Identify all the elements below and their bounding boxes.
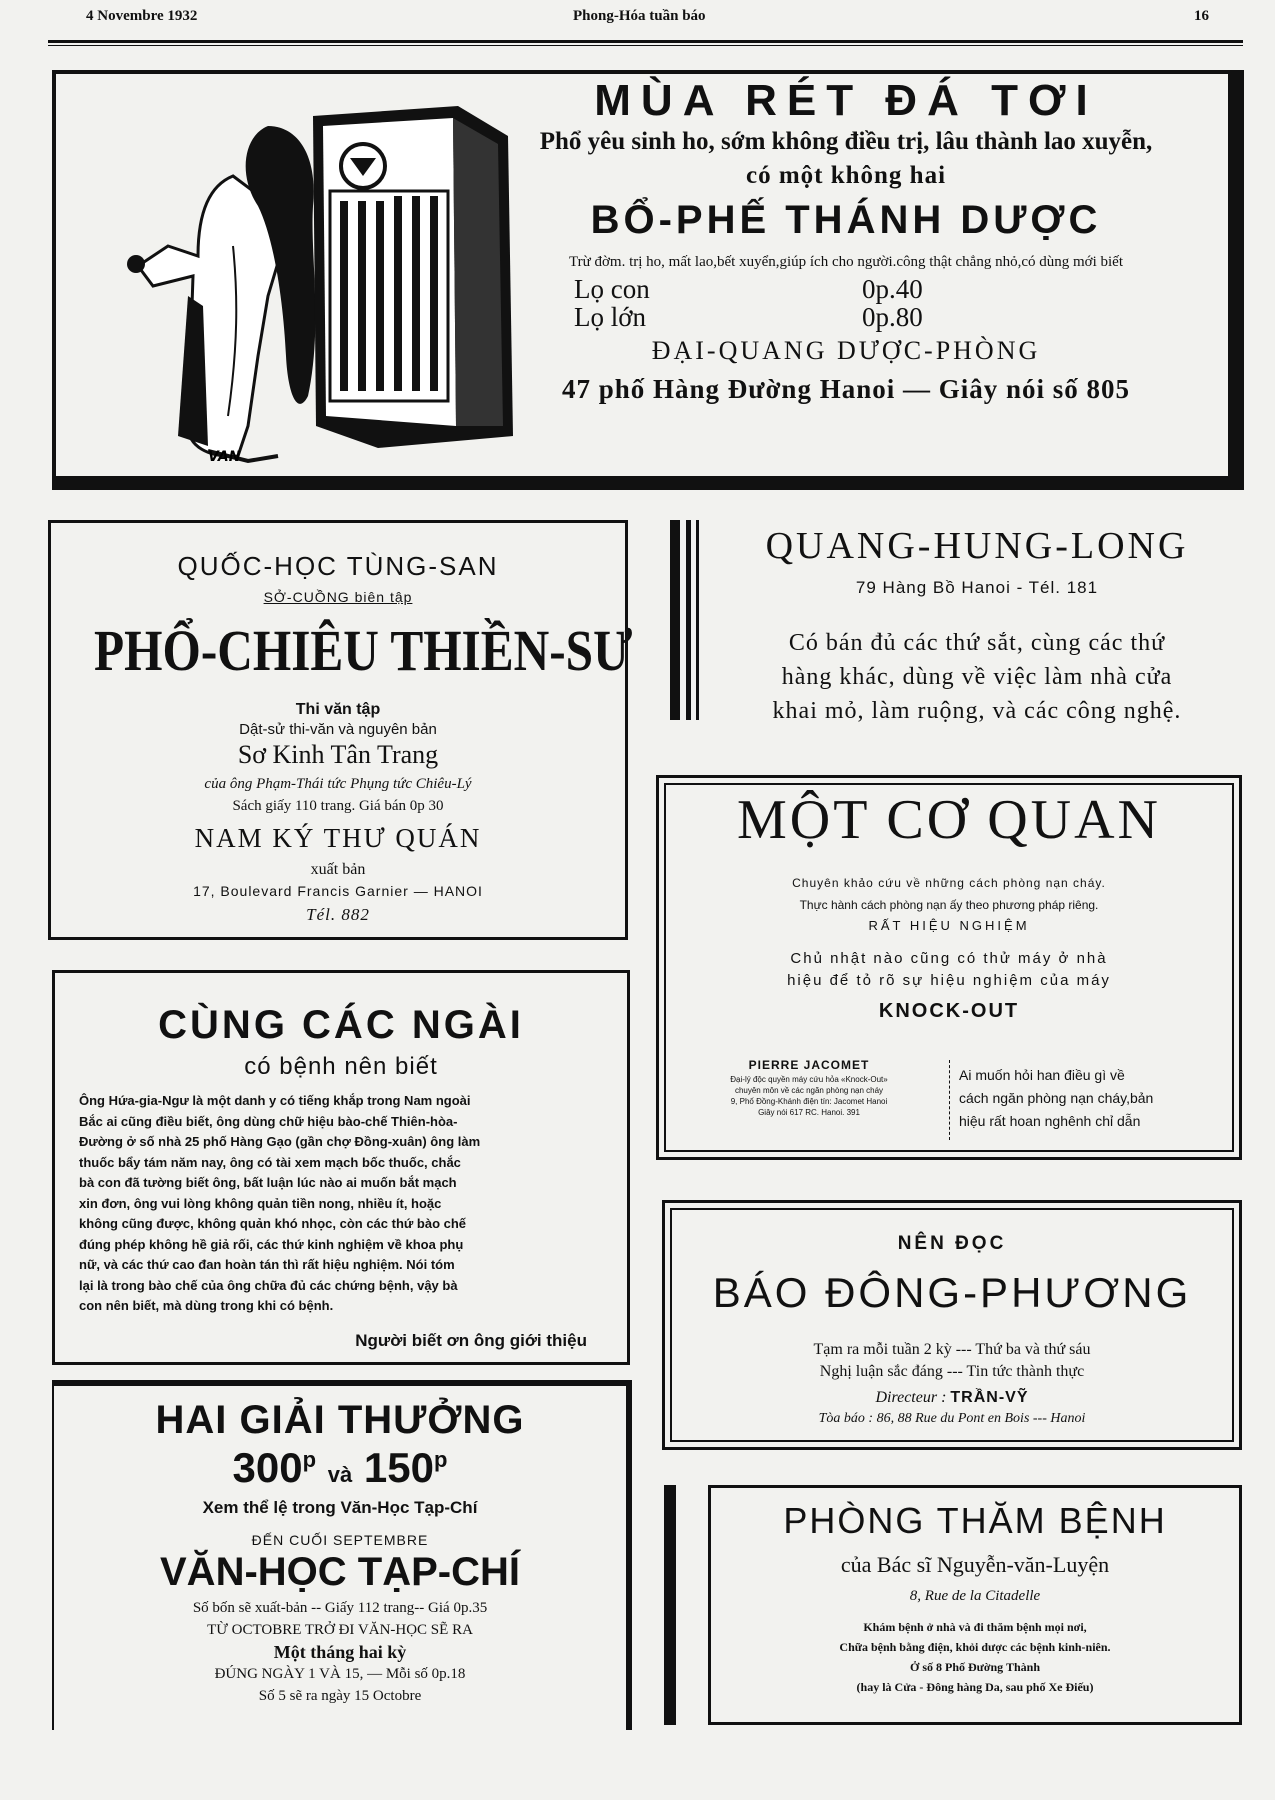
ad-cungcac-body-line: thuốc bẩy tám năm nay, ông có tài xem mạch bốc thuốc, chắc xyxy=(79,1154,461,1170)
ad-coquan-line1: Chuyên khảo cứu về những cách phòng nạn cháy. xyxy=(792,876,1106,890)
ad-coquan-right1: Ai muốn hỏi han điều gì về xyxy=(959,1067,1125,1083)
ad-vanhoc-until: ĐẾN CUỐI SEPTEMBRE xyxy=(251,1532,429,1548)
ad-dongphuong-office-line xyxy=(665,1411,1239,1427)
ad-quochoc-work: Sơ Kinh Tân Trang xyxy=(237,740,439,769)
ad-cungcac-body-line: nữ, và các thứ cao đan hoàn tán thì rất hiệu nghiệm. Nói tóm xyxy=(79,1257,455,1272)
ad-coquan-right-block xyxy=(959,1064,1229,1133)
ad-cungcac-body-line: Đường ở số nhà 25 phố Hàng Gạo (gần chợ Đồng-xuân) ông làm xyxy=(79,1134,481,1149)
ad-bophe-price1-label: Lọ con xyxy=(574,274,650,304)
ad-phongtham-doctor: của Bác sĩ Nguyễn-văn-Luyện xyxy=(840,1552,1110,1577)
ad-cungcac-signature: Người biết ơn ông giới thiệu xyxy=(355,1331,587,1350)
ad-phongtham xyxy=(664,1485,1242,1730)
ad-vanhoc-line5: Số 5 sẽ ra ngày 15 Octobre xyxy=(258,1688,422,1704)
ad-dongphuong-director-label: Directeur : xyxy=(875,1389,947,1406)
ad-coquan xyxy=(656,775,1242,1160)
ad-coquan-line2: Thực hành cách phòng nạn ấy theo phương pháp riêng. xyxy=(799,898,1099,912)
ad-phongtham-title: PHÒNG THĂM BỆNH xyxy=(783,1500,1167,1541)
ad-dongphuong-line1: Tạm ra mỗi tuần 2 kỳ --- Thứ ba và thứ sáu xyxy=(813,1341,1091,1358)
ad-quochoc-tel: Tél. 882 xyxy=(306,905,370,924)
ad-cungcac-body xyxy=(79,1091,609,1317)
ad-coquan-agent1: Đại-lý độc quyền máy cứu hỏa «Knock-Out» xyxy=(730,1075,888,1084)
ad-vanhoc-prize2: 150 xyxy=(363,1444,434,1491)
ad-qhl-line1: Có bán đủ các thứ sắt, cùng các thứ xyxy=(788,630,1166,656)
ad-bophe xyxy=(52,70,1244,490)
ad-bophe-desc: Trừ đờm. trị ho, mất lao,bết xuyển,giúp ích cho người.công thật chẳng nhỏ,có dùng mới biết xyxy=(568,254,1123,270)
ad-qhl-bar-left3 xyxy=(696,520,699,720)
ad-quochoc xyxy=(48,520,633,940)
ad-vanhoc-prize1: 300 xyxy=(232,1444,303,1491)
ad-bophe-title: MÙA RÉT ĐÁ TƠI xyxy=(594,76,1098,125)
ad-dongphuong-line2: Nghị luận sắc đáng --- Tin tức thành thực xyxy=(819,1363,1085,1380)
ad-bophe-price1-value: 0p.40 xyxy=(862,274,923,304)
ad-vanhoc-line1: Số bốn sẽ xuất-bản -- Giấy 112 trang-- Giá 0p.35 xyxy=(192,1600,488,1616)
ad-vanhoc-line4: ĐÚNG NGÀY 1 VÀ 15, — Mỗi số 0p.18 xyxy=(214,1666,466,1682)
ad-quochoc-published: xuất bản xyxy=(310,861,366,878)
ad-coquan-title: MỘT CƠ QUAN xyxy=(737,789,1161,851)
ad-qhl-address: 79 Hàng Bồ Hanoi - Tél. 181 xyxy=(855,578,1099,597)
ad-bophe-text xyxy=(446,74,1246,474)
ad-coquan-divider xyxy=(949,1060,950,1140)
header-date: 4 Novembre 1932 xyxy=(86,8,198,24)
ad-vanhoc-prize1-unit: p xyxy=(302,1447,317,1472)
ad-vanhoc xyxy=(52,1380,632,1730)
ad-coquan-right3: hiệu rất hoan nghênh chỉ dẫn xyxy=(959,1113,1141,1129)
ad-qhl xyxy=(668,520,1242,740)
illustration-signature: VAN xyxy=(208,449,241,465)
ad-coquan-agent2: chuyên môn về các ngăn phòng nạn cháy xyxy=(734,1086,884,1095)
ad-coquan-agent: PIERRE JACOMET xyxy=(748,1058,870,1072)
header-paper-title: Phong-Hóa tuần báo xyxy=(573,8,706,24)
ad-coquan-line5: hiệu để tỏ rõ sự hiệu nghiệm của máy xyxy=(787,972,1111,989)
ad-bophe-address: 47 phố Hàng Đường Hanoi — Giây nói số 805 xyxy=(561,374,1130,404)
ad-quochoc-editor: SỞ-CUỒNG biên tập xyxy=(263,589,413,605)
ad-bophe-price2-label: Lọ lớn xyxy=(574,302,647,332)
ad-coquan-agent3: 9, Phố Đồng-Khánh điện tín: Jacomet Hanoi xyxy=(730,1097,888,1106)
ad-dongphuong-office-label: Tòa báo : xyxy=(818,1411,874,1426)
ad-quochoc-address: 17, Boulevard Francis Garnier — HANOI xyxy=(193,883,483,899)
ad-bophe-line2: có một không hai xyxy=(745,162,947,189)
ad-coquan-agent-block xyxy=(679,1058,939,1117)
ad-cungcac-body-line: lại là trong bào chế của ông chữa đủ các chứng bệnh, vậy bà xyxy=(79,1277,458,1293)
ad-qhl-bar-left1 xyxy=(670,520,680,720)
ad-vanhoc-name: VĂN-HỌC TẠP-CHÍ xyxy=(160,1550,520,1594)
ad-phongtham-line4: (hay là Cửa - Đông hàng Da, sau phố Xe Điếu) xyxy=(856,1680,1094,1694)
ad-phongtham-line1: Khám bệnh ở nhà và đi thăm bệnh mọi nơi, xyxy=(863,1620,1087,1634)
ad-cungcac-body-line: xin đơn, ông vui lòng không quản tiền nong, nhiều ít, hoặc xyxy=(79,1195,442,1211)
ad-phongtham-bar-left xyxy=(664,1485,676,1725)
ad-quochoc-desc1: Dật-sử thi-văn và nguyên bản xyxy=(239,721,437,738)
ad-quochoc-title: PHỔ-CHIÊU THIỀN-SƯ xyxy=(94,618,633,683)
ad-bophe-line1: Phổ yêu sinh ho, sớm không điều trị, lâu thành lao xuyễn, xyxy=(539,128,1153,155)
ad-dongphuong-director: TRẦN-VỸ xyxy=(950,1389,1029,1406)
ad-cungcac-body-line: Ông Hứa-gia-Ngư là một danh y có tiếng khắp trong Nam ngoài xyxy=(79,1093,471,1108)
ad-vanhoc-prize2-unit: p xyxy=(433,1447,448,1472)
ad-phongtham-line2: Chữa bệnh bằng điện, khỏi dược các bệnh kinh-niên. xyxy=(839,1640,1111,1654)
ad-dongphuong-kicker: NÊN ĐỌC xyxy=(897,1233,1007,1254)
ad-phongtham-frame xyxy=(708,1485,1242,1725)
header-rule-thin xyxy=(48,45,1243,46)
ad-coquan-line3: RẤT HIỆU NGHIỆM xyxy=(868,918,1030,933)
ad-bophe-product: BỔ-PHẾ THÁNH DƯỢC xyxy=(590,198,1102,242)
ad-coquan-right2: cách ngăn phòng nạn cháy,bản xyxy=(959,1090,1154,1106)
ad-qhl-line3: khai mỏ, làm ruộng, và các công nghệ. xyxy=(772,698,1182,724)
ad-coquan-line4: Chủ nhật nào cũng có thử máy ở nhà xyxy=(790,950,1108,967)
ad-quochoc-author: của ông Phạm-Thái tức Phụng tức Chiêu-Lý xyxy=(204,776,472,792)
ad-qhl-text xyxy=(712,520,1242,740)
ad-qhl-bar-left2 xyxy=(686,520,691,720)
ad-coquan-brand: KNOCK-OUT xyxy=(878,1000,1020,1022)
ad-cungcac-title: CÙNG CÁC NGÀI xyxy=(158,1003,524,1047)
ad-cungcac-body-line: đúng phép không hề giả rối, các thứ kinh nghiệm về khoa phụ xyxy=(79,1236,464,1252)
ad-dongphuong-office: 86, 88 Rue du Pont en Bois --- Hanoi xyxy=(876,1411,1086,1426)
ad-dongphuong-director-line xyxy=(665,1389,1239,1407)
ad-coquan-agent4: Giây nói 617 RC. Hanoi. 391 xyxy=(758,1108,860,1117)
ad-quochoc-series: QUỐC-HỌC TÙNG-SAN xyxy=(177,551,499,581)
ad-quochoc-subtitle: Thi văn tập xyxy=(295,701,381,718)
ad-cungcac-body-line: không cũng được, không quản khó nhọc, còn các thứ bào chế xyxy=(79,1216,467,1231)
ad-vanhoc-prizes xyxy=(54,1444,626,1492)
ad-qhl-line2: hàng khác, dùng về việc làm nhà cửa xyxy=(781,664,1173,690)
ad-quochoc-publisher: NAM KÝ THƯ QUÁN xyxy=(194,823,482,853)
ad-cungcac-body-line: Bắc ai cũng điều biết, ông dùng chữ hiệu bào-chế Thiên-hòa- xyxy=(79,1113,458,1129)
ad-vanhoc-line2: TỪ OCTOBRE TRỞ ĐI VĂN-HỌC SẼ RA xyxy=(207,1622,473,1638)
header-rule xyxy=(48,40,1243,43)
ad-cungcac xyxy=(52,970,630,1365)
ad-vanhoc-and: và xyxy=(327,1462,353,1487)
header-page-number: 16 xyxy=(1194,8,1209,24)
ad-quochoc-price: Sách giấy 110 trang. Giá bán 0p 30 xyxy=(232,798,444,814)
ad-bophe-seller: ĐẠI-QUANG DƯỢC-PHÒNG xyxy=(651,336,1041,365)
ad-vanhoc-see: Xem thể lệ trong Văn-Học Tạp-Chí xyxy=(202,1498,478,1517)
ad-cungcac-body-line: con nên biết, mà dùng trong khi có bệnh. xyxy=(79,1298,334,1313)
ad-cungcac-subtitle: có bệnh nên biết xyxy=(244,1053,438,1080)
ad-dongphuong xyxy=(662,1200,1242,1450)
ad-dongphuong-title: BÁO ĐÔNG-PHƯƠNG xyxy=(712,1269,1192,1316)
ad-bophe-price2-value: 0p.80 xyxy=(862,302,923,332)
ad-vanhoc-title: HAI GIẢI THƯỞNG xyxy=(155,1398,525,1442)
ad-vanhoc-line3: Một tháng hai kỳ xyxy=(273,1642,407,1662)
ad-cungcac-body-line: bà con đã tường biết ông, bất luận lúc nào ai muốn bắt mạch xyxy=(79,1175,457,1190)
ad-qhl-name: QUANG-HUNG-LONG xyxy=(765,525,1189,567)
ad-phongtham-address: 8, Rue de la Citadelle xyxy=(909,1588,1041,1604)
ad-phongtham-line3: Ở số 8 Phố Đường Thành xyxy=(909,1660,1040,1674)
